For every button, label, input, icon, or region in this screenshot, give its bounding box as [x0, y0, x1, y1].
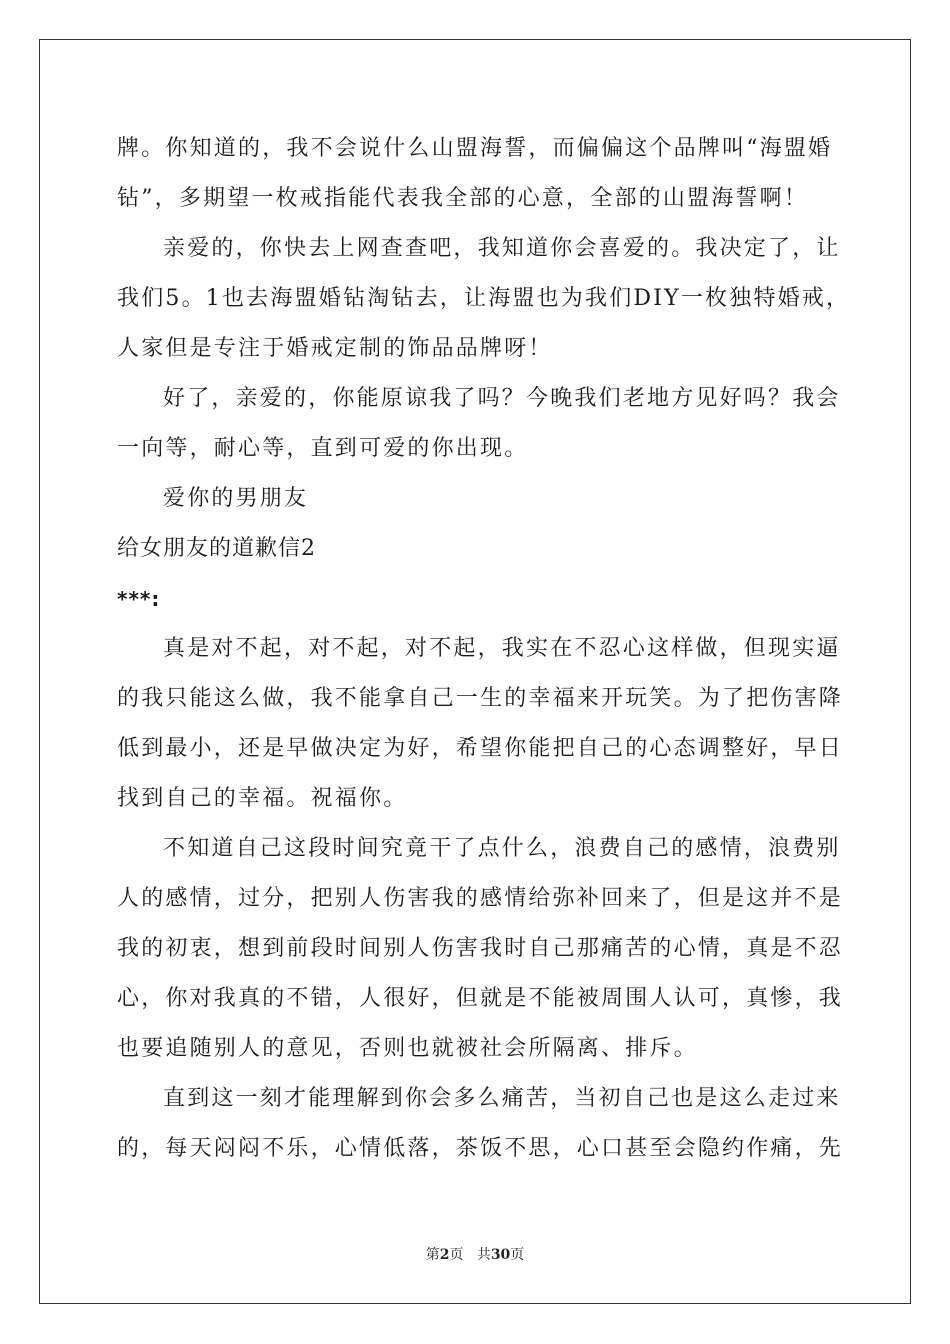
text-line: 找到自己的幸福。祝福你。 [117, 786, 408, 811]
text-line: 低到最小，还是早做决定为好，希望你能把自己的心态调整好，早日 [117, 736, 844, 761]
total-page-count: 30 [490, 1247, 511, 1263]
text-line: 一向等，耐心等，直到可爱的你出现。 [117, 436, 529, 461]
signature-line: 爱你的男朋友 [163, 486, 309, 511]
text-line: 也要追随别人的意见，否则也就被社会所隔离、排斥。 [117, 1036, 698, 1061]
text-line: 真是对不起，对不起，对不起，我实在不忍心这样做，但现实逼 [163, 636, 841, 661]
section-title: 给女朋友的道歉信2 [117, 536, 316, 561]
footer-total-prefix: 共 [476, 1247, 491, 1263]
text-line: 人的感情，过分，把别人伤害我的感情给弥补回来了，但是这并不是 [117, 886, 844, 911]
footer-total-suffix: 页 [510, 1247, 525, 1263]
footer-page-suffix: 页 [449, 1247, 464, 1263]
text-line: 亲爱的，你快去上网查查吧，我知道你会喜爱的。我决定了，让 [163, 236, 841, 261]
footer-prefix: 第 [425, 1247, 440, 1263]
text-line: 人家但是专注于婚戒定制的饰品品牌呀！ [117, 336, 553, 361]
text-line: 我的初衷，想到前段时间别人伤害我时自己那痛苦的心情，真是不忍 [117, 936, 844, 961]
text-line: 的我只能这么做，我不能拿自己一生的幸福来开玩笑。为了把伤害降 [117, 686, 844, 711]
text-line: 钻”，多期望一枚戒指能代表我全部的心意，全部的山盟海誓啊！ [117, 186, 809, 211]
page-footer [0, 1244, 950, 1264]
text-line: 牌。你知道的，我不会说什么山盟海誓，而偏偏这个品牌叫“海盟婚 [117, 136, 833, 161]
text-line: 好了，亲爱的，你能原谅我了吗？今晚我们老地方见好吗？我会 [163, 386, 841, 411]
text-line: 我们5。1也去海盟婚钻淘钻去，让海盟也为我们DIY一枚独特婚戒， [117, 286, 851, 311]
current-page-number: 2 [439, 1247, 450, 1263]
text-line: 直到这一刻才能理解到你会多么痛苦，当初自己也是这么走过来 [163, 1086, 841, 1111]
text-line: 不知道自己这段时间究竟干了点什么，浪费自己的感情，浪费别 [163, 836, 841, 861]
text-line: 心，你对我真的不错，人很好，但就是不能被周围人认可，真惨，我 [117, 986, 844, 1011]
salutation: ***: [117, 587, 161, 611]
text-line: 的，每天闷闷不乐，心情低落，茶饭不思，心口甚至会隐约作痛，先 [117, 1136, 844, 1161]
